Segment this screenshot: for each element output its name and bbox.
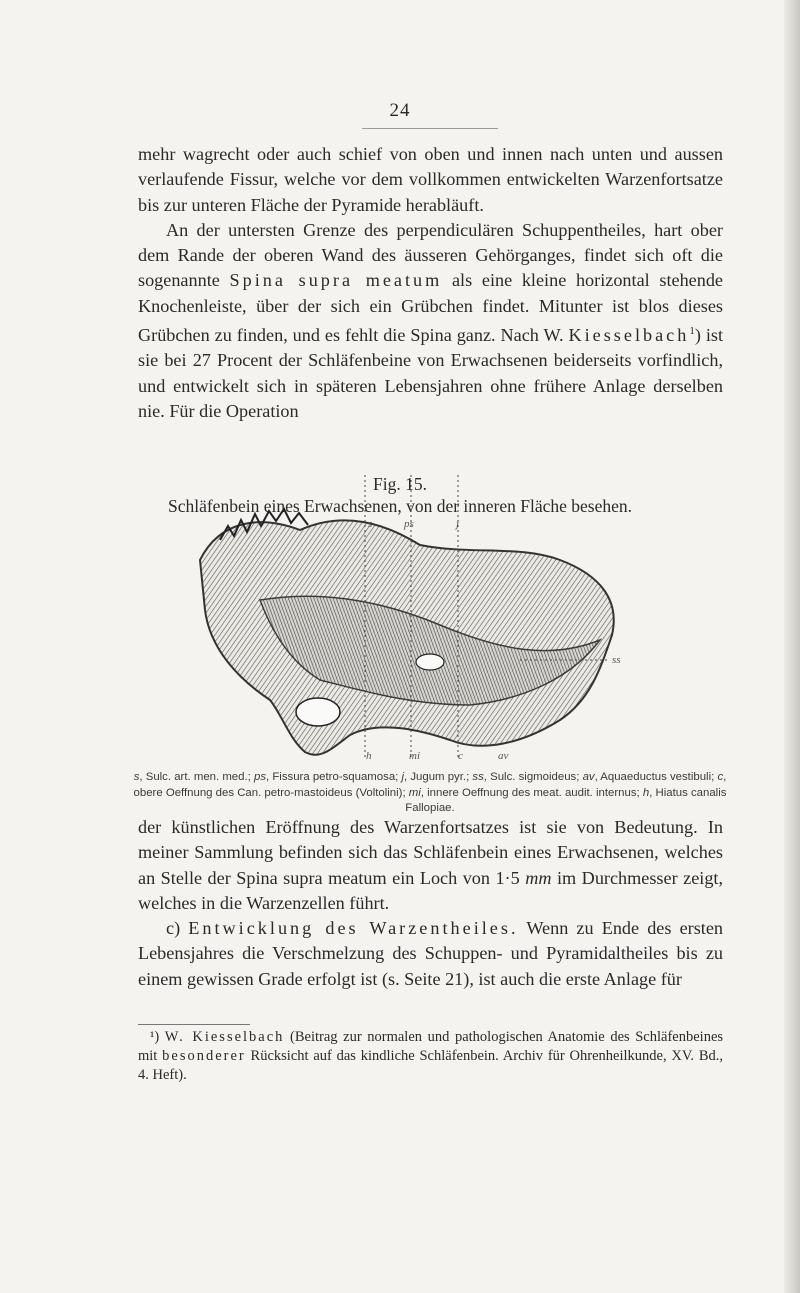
legend-text: , Hiatus canalis Fallopiae.: [405, 786, 727, 815]
paragraph-3-end: im Durchmesser zeigt, welches in die Warzenzellen führt.: [138, 867, 724, 913]
footnote-text: [138, 1028, 723, 1085]
paragraph-3-start: der künstlichen Eröffnung des Warzenfortsatzes ist sie von Bedeutung. In meiner Sammlung befinden sich das Schläfenbein eines Erwachsenen, welches an Stelle der Spina supra meatum ein Loch von 1·5: [138, 817, 723, 888]
legend-text: , obere Oeffnung des Can. petro-mastoideus (Voltolini);: [133, 771, 727, 799]
figure-subtitle: Schläfenbein eines Erwachsenen, von der inneren Fläche besehen.: [167, 496, 633, 516]
legend-text: , Sulc. sigmoideus;: [483, 771, 583, 783]
footnote: [138, 1028, 723, 1085]
footnote-author: W. Kiesselbach: [164, 1029, 285, 1045]
footnote-text-a: (Beitrag zur normalen und pathologischen Anatomie des Schläfenbeines mit: [138, 1029, 724, 1064]
paragraph-2-start: An der untersten Grenze des perpendiculären Schuppentheiles, hart ober dem Rande der oberen Wand des äusseren Gehörganges, findet sich oft die sogenannte: [138, 219, 723, 291]
body-text-bottom: [138, 815, 723, 992]
footnote-text-b: Rücksicht auf das kindliche Schläfenbein. Archiv für Ohrenheilkunde, XV. Bd., 4. Heft).: [138, 1048, 724, 1083]
legend-abbr: ss: [472, 771, 484, 783]
legend-abbr: av: [582, 771, 595, 783]
figure-label-h: h: [366, 750, 372, 762]
footnote-emphasis: besonderer: [162, 1048, 246, 1064]
legend-text: , innere Oeffnung des meat. audit. internus;: [420, 786, 643, 799]
paragraph-4: [138, 916, 723, 992]
footnote-mark: ¹): [150, 1029, 160, 1045]
legend-abbr: ps: [253, 771, 267, 783]
figure-label-c: c: [458, 750, 463, 762]
figure-label-s: s: [368, 518, 373, 530]
paragraph-4-body: Wenn zu Ende des ersten Lebensjahres die Verschmelzung des Schuppen- und Pyramidaltheiles bis zu einem gewissen Grade erfolgt ist (s. Seite 21), ist auch die erste Anlage für: [138, 918, 724, 989]
figure-title: Fig. 15.: [373, 474, 427, 494]
paragraph-2-middle: als eine kleine horizontal stehende Knochenleiste, über der sich ein Grübchen findet. Mitunter ist blos dieses Grübchen zu finden, und es fehlt die Spina ganz. Nach W.: [138, 270, 724, 346]
legend-abbr: h: [642, 786, 650, 799]
section-heading: Entwicklung des Warzentheiles.: [188, 918, 519, 939]
page-number: 24: [389, 100, 411, 121]
paragraph-3: [138, 815, 723, 916]
unit-mm: mm: [525, 867, 552, 888]
figure-label-ss: ss: [612, 654, 621, 666]
legend-text: , Aquaeductus vestibuli;: [594, 771, 718, 783]
legend-abbr: mi: [408, 786, 421, 799]
legend-abbr: s: [133, 771, 140, 783]
footnote-rule: [138, 1024, 250, 1025]
legend-text: , Sulc. art. men. med.;: [139, 771, 254, 783]
aquaeductus-opening: [416, 654, 444, 670]
legend-text: , Jugum pyr.;: [404, 771, 473, 783]
legend-text: , Fissura petro-squamosa;: [266, 771, 402, 783]
meatus-internus: [296, 698, 340, 726]
legend-abbr: j: [401, 771, 405, 783]
term-spina-supra-meatum: Spina supra meatum: [229, 270, 443, 291]
figure-label-ps: ps: [404, 518, 414, 530]
author-kiesselbach: Kiesselbach: [568, 325, 690, 346]
figure-label-av: av: [498, 750, 509, 762]
section-letter: c): [166, 918, 181, 939]
figure-label-j: j: [456, 518, 460, 530]
figure-legend: [130, 770, 730, 817]
figure-label-mi: mi: [409, 750, 420, 762]
paragraph-2-end: ) ist sie bei 27 Procent der Schläfenbeine von Erwachsenen beiderseits vorfindlich, und entwickelt sich in späteren Lebensjahren ohne frühere Anlage derselben nie. Für die Operation: [138, 325, 724, 422]
paragraph-1: mehr wagrecht oder auch schief von oben und innen nach unten und aussen verlaufende Fissur, welche vor dem vollkommen entwickelten Warzenfortsatze bis zur unteren Fläche der Pyramide herabläuft.: [138, 144, 723, 215]
footnote-reference: 1: [689, 325, 695, 338]
legend-abbr: c: [717, 771, 724, 783]
